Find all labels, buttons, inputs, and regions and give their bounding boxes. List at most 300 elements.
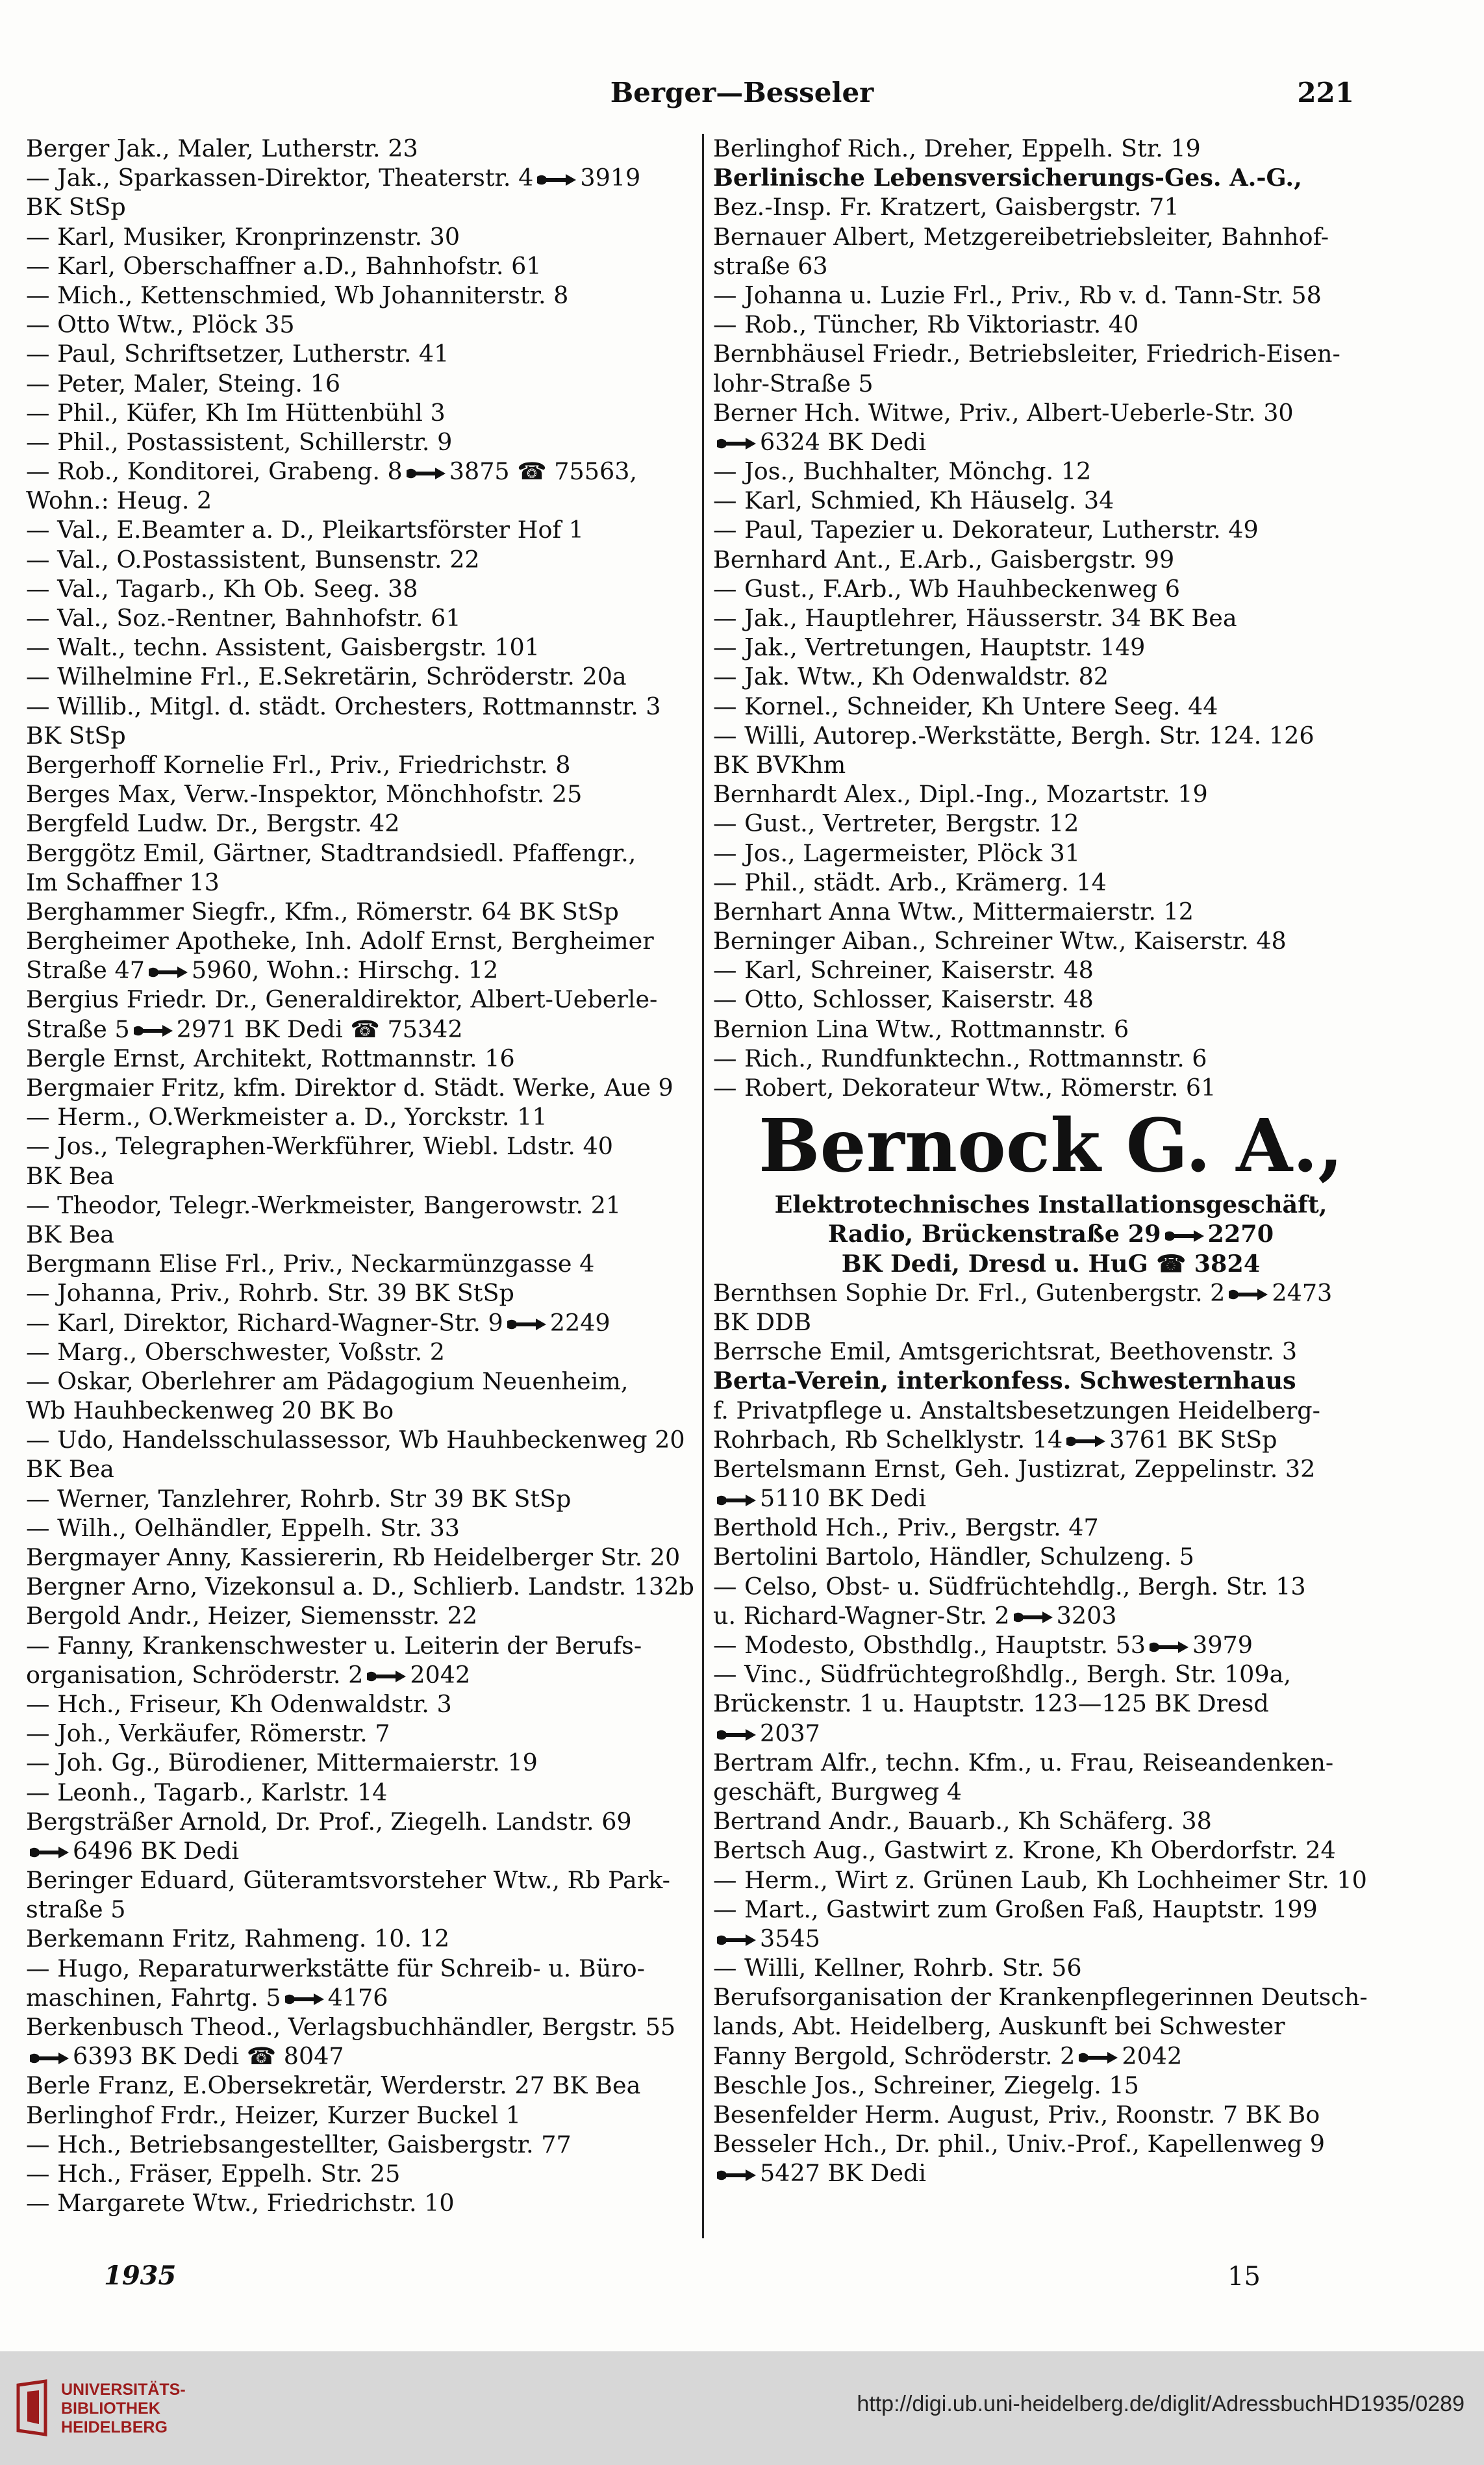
directory-entry: [26, 662, 698, 691]
directory-entry: [26, 1572, 698, 1601]
directory-entry: [713, 1366, 1389, 1395]
entry-text: Bertelsmann Ernst, Geh. Justizrat, Zeppelinstr. 32: [713, 1454, 1316, 1483]
entry-text: — Kornel., Schneider, Kh Untere Seeg. 44: [713, 692, 1218, 720]
page-number: 221: [1297, 77, 1354, 108]
entry-phone-number: 4176: [327, 1983, 388, 2012]
directory-entry: [713, 545, 1389, 574]
directory-entry: [26, 2188, 698, 2218]
directory-entry: [713, 839, 1389, 868]
directory-entry: [713, 868, 1389, 897]
directory-entry: [26, 1425, 698, 1454]
entry-text: Bez.-Insp. Fr. Kratzert, Gaisbergstr. 71: [713, 193, 1179, 221]
entry-text: — Udo, Handelsschulassessor, Wb Hauhbeckenweg 20: [26, 1426, 685, 1454]
directory-entry: [713, 1953, 1389, 1982]
entry-text: — Celso, Obst- u. Südfrüchtehdlg., Bergh. Str. 13: [713, 1572, 1306, 1600]
right-column: [713, 134, 1389, 2238]
directory-entry: [26, 457, 698, 486]
entry-text: BK Bea: [26, 1161, 114, 1190]
advert-line-3: BK Dedi, Dresd u. HuG ☎ 3824: [841, 1249, 1261, 1278]
entry-text: — Gust., Vertreter, Bergstr. 12: [713, 809, 1079, 838]
entry-text: — Walt., techn. Assistent, Gaisbergstr. 101: [26, 633, 540, 662]
entry-text: BK Bea: [26, 1220, 114, 1248]
entry-text: Bernhart Anna Wtw., Mittermaierstr. 12: [713, 897, 1194, 926]
telephone-icon: [716, 435, 757, 452]
telephone-icon: [284, 1991, 325, 2008]
entry-text: — Val., E.Beamter a. D., Pleikartsförster Hof 1: [26, 516, 584, 544]
directory-entry: [26, 1807, 698, 1836]
directory-entry: [26, 1102, 698, 1131]
entry-text: Beschle Jos., Schreiner, Ziegelg. 15: [713, 2071, 1139, 2099]
directory-entry: [26, 1015, 698, 1044]
entry-text: — Rob., Tüncher, Rb Viktoriastr. 40: [713, 310, 1139, 339]
entry-text: Bergmaier Fritz, kfm. Direktor d. Städt. Werke, Aue 9: [26, 1074, 673, 1102]
directory-entry: [713, 134, 1389, 163]
directory-entry: [26, 1660, 698, 1689]
directory-entry: [713, 192, 1389, 221]
entry-text: Wohn.: Heug. 2: [26, 487, 212, 515]
entry-text: Bertrand Andr., Bauarb., Kh Schäferg. 38: [713, 1807, 1212, 1836]
directory-entry: [713, 1484, 1389, 1513]
directory-entry: [713, 486, 1389, 515]
entry-text: — Willi, Kellner, Rohrb. Str. 56: [713, 1954, 1082, 1982]
directory-entry: [713, 1748, 1389, 1777]
entry-text: — Theodor, Telegr.-Werkmeister, Bangerowstr. 21: [26, 1191, 622, 1219]
logo-line-3: HEIDELBERG: [61, 2418, 168, 2436]
entry-text: lands, Abt. Heidelberg, Auskunft bei Schwester: [713, 2012, 1285, 2041]
entry-text: Brückenstr. 1 u. Hauptstr. 123—125 BK Dresd: [713, 1689, 1269, 1718]
entry-text: f. Privatpflege u. Anstaltsbesetzungen Heidelberg-: [713, 1396, 1320, 1424]
telephone-icon: [536, 171, 577, 188]
entry-text: — Val., O.Postassistent, Bunsenstr. 22: [26, 545, 480, 574]
directory-entry: [26, 2012, 698, 2042]
directory-entry: [26, 339, 698, 368]
directory-entry: [713, 692, 1389, 721]
entry-phone-number: 3203: [1056, 1601, 1117, 1630]
entry-text: — Fanny, Krankenschwester u. Leiterin der Berufs-: [26, 1631, 642, 1660]
entry-phone-number: 2971 BK Dedi ☎ 75342: [176, 1015, 463, 1043]
entry-text: Beringer Eduard, Güteramtsvorsteher Wtw., Rb Park-: [26, 1866, 671, 1895]
directory-entry: [713, 574, 1389, 603]
directory-entry: [713, 603, 1389, 633]
directory-entry: [26, 545, 698, 574]
directory-entry: [26, 809, 698, 838]
directory-entry: [26, 369, 698, 398]
directory-entry: [26, 1073, 698, 1102]
entry-text: maschinen, Fahrtg. 5: [26, 1983, 281, 2012]
entry-text: — Johanna u. Luzie Frl., Priv., Rb v. d. Tann-Str. 58: [713, 281, 1322, 309]
directory-entry: [713, 779, 1389, 809]
directory-entry: [26, 1543, 698, 1572]
entry-text: Bernthsen Sophie Dr. Frl., Gutenbergstr. 2: [713, 1278, 1226, 1307]
entry-text: — Jak., Vertretungen, Hauptstr. 149: [713, 633, 1146, 662]
entry-text: — Marg., Oberschwester, Voßstr. 2: [26, 1337, 445, 1366]
entry-text: — Jak. Wtw., Kh Odenwaldstr. 82: [713, 663, 1109, 691]
directory-entry: [26, 1836, 698, 1865]
entry-text: Berufsorganisation der Krankenpflegerinnen Deutsch-: [713, 1983, 1368, 2012]
advert-line-2-number: 2270: [1207, 1220, 1274, 1248]
directory-entry: [26, 1924, 698, 1953]
entry-text: Besenfelder Herm. August, Priv., Roonstr. 7 BK Bo: [713, 2101, 1320, 2129]
entry-text: Berle Franz, E.Obersekretär, Werderstr. 27 BK Bea: [26, 2071, 641, 2100]
entry-text: Berkemann Fritz, Rahmeng. 10. 12: [26, 1925, 450, 1953]
entry-text: organisation, Schröderstr. 2: [26, 1660, 364, 1689]
directory-entry: [26, 839, 698, 868]
directory-entry: [26, 486, 698, 515]
entry-text: — Mart., Gastwirt zum Großen Faß, Hauptstr. 199: [713, 1895, 1318, 1923]
entry-text: geschäft, Burgweg 4: [713, 1777, 962, 1806]
entry-text: — Jos., Telegraphen-Werkführer, Wiebl. Ldstr. 40: [26, 1132, 613, 1161]
directory-entry: [26, 779, 698, 809]
directory-entry: [26, 1278, 698, 1308]
entry-text: — Karl, Direktor, Richard-Wagner-Str. 9: [26, 1308, 503, 1337]
entry-text: — Johanna, Priv., Rohrb. Str. 39 BK StSp: [26, 1279, 514, 1308]
entry-phone-number: 2042: [410, 1660, 471, 1689]
directory-entry: [26, 868, 698, 897]
entry-text: Bernhard Ant., E.Arb., Gaisbergstr. 99: [713, 545, 1175, 574]
entry-text: — Mich., Kettenschmied, Wb Johanniterstr. 8: [26, 281, 569, 309]
telephone-icon: [1012, 1609, 1054, 1626]
telephone-icon: [1227, 1286, 1269, 1303]
directory-entry: [26, 603, 698, 633]
entry-text: — Margarete Wtw., Friedrichstr. 10: [26, 2189, 455, 2218]
entry-text: lohr-Straße 5: [713, 369, 874, 398]
entry-text: — Karl, Musiker, Kronprinzenstr. 30: [26, 222, 460, 251]
entry-text: Rohrbach, Rb Schelklystr. 14: [713, 1425, 1063, 1454]
entry-text: straße 5: [26, 1895, 126, 1924]
directory-entry: [713, 897, 1389, 926]
entry-text: — Phil., Küfer, Kh Im Hüttenbühl 3: [26, 398, 446, 427]
directory-entry: [713, 310, 1389, 339]
entry-text: — Joh. Gg., Bürodiener, Mittermaierstr. 19: [26, 1749, 538, 1777]
entry-text: — Hugo, Reparaturwerkstätte für Schreib- u. Büro-: [26, 1954, 645, 1982]
entry-text: Berner Hch. Witwe, Priv., Albert-Ueberle-Str. 30: [713, 398, 1294, 427]
entry-text: — Wilhelmine Frl., E.Sekretärin, Schröderstr. 20a: [26, 663, 627, 691]
directory-entry: [26, 2071, 698, 2100]
directory-entry: [713, 1806, 1389, 1836]
directory-entry: [713, 1924, 1389, 1953]
advert-line-2-text: Radio, Brückenstraße 29: [827, 1220, 1161, 1248]
entry-text: Bergmann Elise Frl., Priv., Neckarmünzgasse 4: [26, 1250, 595, 1278]
telephone-icon: [1065, 1433, 1107, 1450]
directory-entry: [713, 1015, 1389, 1044]
telephone-icon: [1148, 1639, 1190, 1656]
telephone-icon: [29, 2050, 70, 2067]
entry-text: BK DDB: [713, 1308, 812, 1336]
telephone-icon: [716, 2167, 757, 2184]
entry-text: Bergius Friedr. Dr., Generaldirektor, Albert-Ueberle-: [26, 985, 658, 1014]
entry-text: Bergheimer Apotheke, Inh. Adolf Ernst, Bergheimer: [26, 927, 654, 955]
directory-entry: [713, 1630, 1389, 1660]
advert-name: Bernock G. A.,: [758, 1104, 1344, 1189]
entry-text: — Val., Tagarb., Kh Ob. Seeg. 38: [26, 574, 418, 603]
entry-text: Bernbhäusel Friedr., Betriebsleiter, Friedrich-Eisen-: [713, 340, 1340, 368]
entry-phone-number: 3761 BK StSp: [1109, 1425, 1277, 1454]
directory-entry: [26, 1631, 698, 1660]
directory-entry: [713, 1425, 1389, 1454]
entry-phone-number: 6496 BK Dedi: [73, 1836, 240, 1865]
directory-entry: [713, 2100, 1389, 2129]
entry-text: Bergle Ernst, Architekt, Rottmannstr. 16: [26, 1044, 515, 1072]
directory-entry: [713, 369, 1389, 398]
entry-text: — Val., Soz.-Rentner, Bahnhofstr. 61: [26, 604, 461, 632]
entry-text: BK BVKhm: [713, 750, 846, 779]
directory-entry: [26, 310, 698, 339]
entry-text: Berlinghof Rich., Dreher, Eppelh. Str. 19: [713, 134, 1201, 162]
logo-line-1: UNIVERSITÄTS-: [61, 2381, 186, 2399]
entry-phone-number: 5960, Wohn.: Hirschg. 12: [191, 956, 499, 985]
entry-text: — Otto Wtw., Plöck 35: [26, 310, 295, 339]
entry-text: Bertram Alfr., techn. Kfm., u. Frau, Reiseandenken-: [713, 1748, 1334, 1776]
directory-entry: [26, 1954, 698, 1983]
directory-entry: [713, 1601, 1389, 1630]
library-footer-bar: [0, 2351, 1484, 2465]
advert-block: [713, 1102, 1389, 1278]
telephone-icon: [506, 1316, 547, 1333]
directory-entry: [26, 515, 698, 544]
directory-entry: [26, 1484, 698, 1513]
entry-text: — Herm., Wirt z. Grünen Laub, Kh Lochheimer Str. 10: [713, 1865, 1367, 1894]
directory-entry: [26, 1191, 698, 1220]
entry-text: — Jak., Hauptlehrer, Häusserstr. 34 BK Bea: [713, 604, 1237, 632]
directory-entry: [26, 1865, 698, 1895]
directory-entry: [713, 2012, 1389, 2041]
telephone-icon: [366, 1668, 407, 1685]
directory-entry: [713, 2071, 1389, 2100]
directory-entry: [713, 721, 1389, 750]
directory-entry: [713, 1337, 1389, 1366]
directory-entry: [26, 897, 698, 926]
directory-entry: [26, 1748, 698, 1777]
directory-entry: [713, 222, 1389, 251]
entry-phone-number: 5427 BK Dedi: [760, 2159, 927, 2188]
entry-text: BK StSp: [26, 193, 126, 221]
entry-text: — Robert, Dekorateur Wtw., Römerstr. 61: [713, 1074, 1216, 1102]
directory-entry: [713, 1836, 1389, 1865]
entry-text: — Phil., Postassistent, Schillerstr. 9: [26, 427, 453, 456]
directory-entry: [26, 192, 698, 221]
directory-entry: [26, 1161, 698, 1191]
directory-entry: [713, 750, 1389, 779]
entry-text: straße 63: [713, 251, 828, 280]
directory-entry: [26, 1454, 698, 1484]
entry-phone-number: 5110 BK Dedi: [760, 1484, 927, 1513]
directory-entry: [26, 2159, 698, 2188]
directory-entry: [713, 398, 1389, 427]
entry-text: Berthold Hch., Priv., Bergstr. 47: [713, 1513, 1099, 1542]
telephone-icon: [1077, 2049, 1119, 2066]
telephone-icon: [132, 1022, 174, 1039]
entry-text: — Jos., Lagermeister, Plöck 31: [713, 839, 1081, 867]
column-divider: [702, 134, 704, 2238]
directory-entry: [713, 1454, 1389, 1484]
entry-text: Berges Max, Verw.-Inspektor, Mönchhofstr. 25: [26, 780, 583, 809]
entry-text: Berkenbusch Theod., Verlagsbuchhändler, Bergstr. 55: [26, 2013, 676, 2041]
entry-text: — Rich., Rundfunktechn., Rottmannstr. 6: [713, 1044, 1207, 1072]
telephone-icon: [716, 1492, 757, 1509]
telephone-icon: [147, 964, 189, 981]
page-title: Berger—Besseler: [610, 77, 874, 108]
library-logo-text: [61, 2381, 186, 2437]
directory-entry: [713, 1396, 1389, 1425]
entry-text: Besseler Hch., Dr. phil., Univ.-Prof., Kapellenweg 9: [713, 2130, 1325, 2158]
telephone-icon: [29, 1844, 70, 1861]
entry-text: — Hch., Friseur, Kh Odenwaldstr. 3: [26, 1689, 452, 1718]
directory-entry: [713, 515, 1389, 544]
entry-text: — Karl, Oberschaffner a.D., Bahnhofstr. 61: [26, 251, 542, 280]
left-column: [26, 134, 698, 2238]
directory-entry: [713, 2129, 1389, 2158]
entry-text: — Jos., Buchhalter, Mönchg. 12: [713, 457, 1092, 486]
directory-entry: [26, 1220, 698, 1249]
directory-entry: [713, 1777, 1389, 1806]
entry-text: Bergmayer Anny, Kassiererin, Rb Heidelberger Str. 20: [26, 1543, 681, 1571]
entry-text: Berlinghof Frdr., Heizer, Kurzer Buckel 1: [26, 2101, 521, 2129]
entry-text: Berta-Verein, interkonfess. Schwesternhaus: [713, 1367, 1296, 1395]
entry-text: — Otto, Schlosser, Kaiserstr. 48: [713, 985, 1094, 1014]
directory-entry: [713, 1308, 1389, 1337]
running-head: [0, 77, 1484, 116]
directory-entry: [713, 1865, 1389, 1895]
entry-text: — Karl, Schmied, Kh Häuselg. 34: [713, 487, 1114, 515]
entry-text: Bernion Lina Wtw., Rottmannstr. 6: [713, 1015, 1129, 1043]
directory-entry: [713, 1719, 1389, 1748]
entry-text: Bertsch Aug., Gastwirt z. Krone, Kh Oberdorfstr. 24: [713, 1836, 1336, 1865]
directory-entry: [26, 574, 698, 603]
university-library-logo: [13, 2379, 53, 2438]
entry-text: — Oskar, Oberlehrer am Pädagogium Neuenheim,: [26, 1367, 629, 1395]
directory-entry: [26, 955, 698, 985]
telephone-icon: [405, 465, 447, 482]
directory-entry: [26, 926, 698, 955]
entry-phone-number: 3979: [1192, 1631, 1253, 1659]
entry-phone-number: 3919: [580, 164, 641, 192]
entry-text: Bertolini Bartolo, Händler, Schulzeng. 5: [713, 1543, 1194, 1571]
directory-entry: [26, 281, 698, 310]
telephone-icon: [716, 1932, 757, 1949]
directory-entry: [26, 2130, 698, 2159]
entry-text: Bergsträßer Arnold, Dr. Prof., Ziegelh. Landstr. 69: [26, 1807, 632, 1836]
entry-text: BK Bea: [26, 1455, 114, 1484]
directory-entry: [713, 1044, 1389, 1073]
entry-text: Bernhardt Alex., Dipl.-Ing., Mozartstr. 19: [713, 780, 1208, 809]
advert-line-2: [713, 1219, 1389, 1248]
entry-text: — Peter, Maler, Steing. 16: [26, 369, 341, 398]
source-url-link[interactable]: http://digi.ub.uni-heidelberg.de/diglit/AdressbuchHD1935/0289: [857, 2392, 1465, 2416]
entry-phone-number: 2037: [760, 1719, 820, 1747]
entry-text: — Gust., F.Arb., Wb Hauhbeckenweg 6: [713, 574, 1180, 603]
directory-entry: [713, 427, 1389, 457]
entry-text: Berggötz Emil, Gärtner, Stadtrandsiedl. Pfaffengr.,: [26, 839, 636, 867]
directory-entry: [26, 251, 698, 281]
entry-text: Berghammer Siegfr., Kfm., Römerstr. 64 BK StSp: [26, 897, 619, 926]
entry-text: Bergner Arno, Vizekonsul a. D., Schlierb. Landstr. 132b: [26, 1573, 694, 1601]
entry-text: — Willib., Mitgl. d. städt. Orchesters, Rottmannstr. 3: [26, 692, 661, 720]
directory-entry: [713, 1660, 1389, 1689]
directory-entry: [713, 809, 1389, 838]
entry-text: Berger Jak., Maler, Lutherstr. 23: [26, 134, 418, 162]
directory-entry: [713, 1895, 1389, 1924]
directory-entry: [713, 2042, 1389, 2071]
directory-entry: [713, 281, 1389, 310]
entry-phone-number: 3545: [760, 1924, 820, 1953]
directory-entry: [26, 163, 698, 192]
directory-entry: [26, 1396, 698, 1425]
entry-text: u. Richard-Wagner-Str. 2: [713, 1601, 1010, 1630]
entry-text: — Werner, Tanzlehrer, Rohrb. Str 39 BK StSp: [26, 1484, 572, 1513]
directory-entry: [26, 1983, 698, 2012]
entry-text: — Herm., O.Werkmeister a. D., Yorckstr. 11: [26, 1103, 547, 1131]
entry-text: — Jak., Sparkassen-Direktor, Theaterstr. 4: [26, 164, 534, 192]
directory-entry: [26, 1778, 698, 1807]
telephone-icon: [1164, 1228, 1205, 1245]
directory-entry: [26, 1131, 698, 1161]
right-column-entries-top: [713, 134, 1389, 1102]
entry-text: — Hch., Betriebsangestellter, Gaisbergstr. 77: [26, 2130, 572, 2158]
entry-text: — Leonh., Tagarb., Karlstr. 14: [26, 1778, 388, 1806]
directory-entry: [26, 2042, 698, 2071]
logo-line-2: BIBLIOTHEK: [61, 2399, 160, 2418]
directory-entry: [713, 251, 1389, 281]
right-column-entries-bottom: [713, 1278, 1389, 2188]
directory-entry: [713, 1542, 1389, 1571]
entry-phone-number: 2473: [1272, 1278, 1333, 1307]
entry-text: — Modesto, Obsthdlg., Hauptstr. 53: [713, 1631, 1146, 1659]
entry-text: — Joh., Verkäufer, Römerstr. 7: [26, 1719, 390, 1748]
entry-text: — Rob., Konditorei, Grabeng. 8: [26, 457, 403, 486]
entry-text: Berlinische Lebensversicherungs-Ges. A.-G.,: [713, 164, 1302, 192]
directory-entry: [713, 163, 1389, 192]
entry-text: Berrsche Emil, Amtsgerichtsrat, Beethovenstr. 3: [713, 1337, 1298, 1366]
directory-entry: [26, 692, 698, 721]
directory-entry: [26, 721, 698, 750]
directory-entry: [713, 457, 1389, 486]
directory-entry: [26, 222, 698, 251]
directory-entry: [26, 134, 698, 163]
entry-text: — Hch., Fräser, Eppelh. Str. 25: [26, 2159, 401, 2188]
entry-text: BK StSp: [26, 721, 126, 750]
directory-entry: [713, 662, 1389, 691]
directory-entry: [26, 985, 698, 1014]
directory-entry: [713, 633, 1389, 662]
directory-entry: [26, 1601, 698, 1630]
directory-entry: [26, 1044, 698, 1073]
entry-text: Bergold Andr., Heizer, Siemensstr. 22: [26, 1602, 478, 1630]
directory-entry: [26, 1719, 698, 1748]
directory-entry: [26, 1308, 698, 1337]
directory-entry: [713, 1513, 1389, 1542]
entry-text: Bergerhoff Kornelie Frl., Priv., Friedrichstr. 8: [26, 750, 571, 779]
directory-entry: [713, 985, 1389, 1014]
directory-entry: [26, 427, 698, 457]
directory-entry: [713, 1073, 1389, 1102]
footer-year: 1935: [104, 2260, 177, 2291]
entry-text: Fanny Bergold, Schröderstr. 2: [713, 2042, 1075, 2070]
entry-text: — Phil., städt. Arb., Krämerg. 14: [713, 868, 1107, 896]
entry-text: — Paul, Schriftsetzer, Lutherstr. 41: [26, 340, 449, 368]
entry-text: — Karl, Schreiner, Kaiserstr. 48: [713, 956, 1094, 985]
entry-text: Wb Hauhbeckenweg 20 BK Bo: [26, 1397, 394, 1425]
directory-entry: [26, 633, 698, 662]
directory-entry: [713, 1982, 1389, 2012]
directory-entry: [26, 1513, 698, 1543]
directory-entry: [713, 1689, 1389, 1718]
directory-entry: [26, 2101, 698, 2130]
entry-phone-number: 2249: [549, 1308, 610, 1337]
telephone-icon: [716, 1726, 757, 1743]
entry-text: — Vinc., Südfrüchtegroßhdlg., Bergh. Str. 109a,: [713, 1660, 1291, 1689]
directory-entry: [26, 1689, 698, 1719]
directory-entry: [713, 926, 1389, 955]
